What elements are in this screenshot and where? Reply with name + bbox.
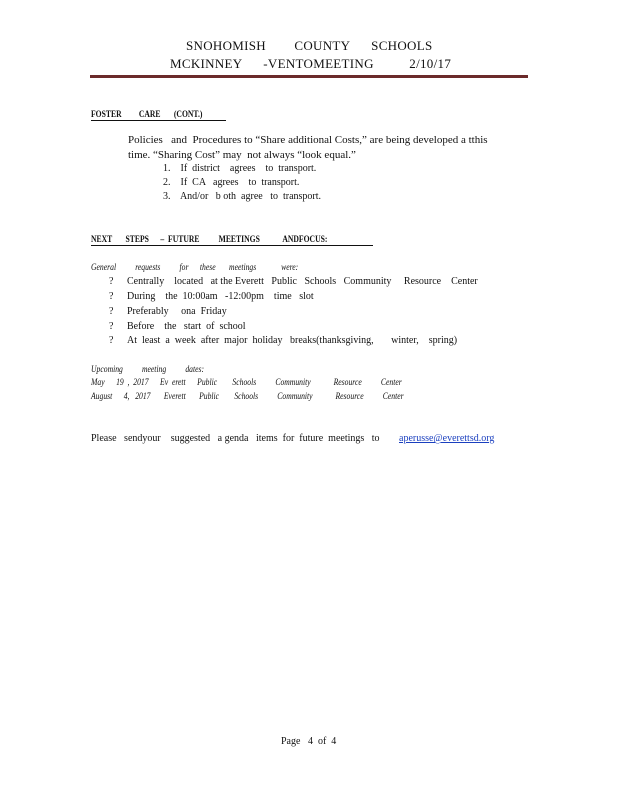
header-rule — [90, 75, 528, 78]
foster-care-heading-underline — [91, 120, 226, 121]
bullet-mark: ? — [109, 276, 114, 287]
meeting-date-1: May 19 , 2017 Ev erett Public Schools Community Resource Center — [91, 377, 402, 387]
page-number: Page 4 of 4 — [281, 736, 337, 747]
request-item-4: Before the start of school — [127, 321, 246, 332]
bullet-mark: ? — [109, 306, 114, 317]
request-item-2: During the 10:00am -12:00pm time slot — [127, 291, 314, 302]
next-steps-heading: NEXT STEPS – FUTURE MEETINGS ANDFOCUS: — [91, 234, 328, 244]
request-item-5: At least a week after major holiday breaks(thanksgiving, winter, spring) — [127, 335, 458, 346]
next-steps-heading-underline — [91, 245, 373, 246]
foster-care-paragraph-line-1: Policies and Procedures to “Share additional Costs,” are being developed a tthis — [128, 134, 488, 146]
email-link[interactable]: aperusse@everettsd.org — [399, 433, 495, 444]
general-requests-label: General requests for these meetings were: — [91, 262, 299, 272]
foster-care-item-1: 1. If district agrees to transport. — [163, 163, 317, 174]
bullet-mark: ? — [109, 291, 114, 302]
foster-care-item-2: 2. If CA agrees to transport. — [163, 177, 300, 188]
foster-care-heading: FOSTER CARE (CONT.) — [91, 109, 203, 119]
bullet-mark: ? — [109, 335, 114, 346]
closing-text: Please sendyour suggested a genda items for future meetings to — [91, 433, 380, 444]
header-line-2: MCKINNEY -VENTOMEETING 2/10/17 — [170, 56, 452, 71]
meeting-date-2: August 4, 2017 Everett Public Schools Community Resource Center — [91, 391, 404, 401]
upcoming-dates-label: Upcoming meeting dates: — [91, 364, 205, 374]
header-line-1: SNOHOMISH COUNTY SCHOOLS — [186, 38, 433, 53]
foster-care-item-3: 3. And/or b oth agree to transport. — [163, 191, 322, 202]
bullet-mark: ? — [109, 321, 114, 332]
request-item-1: Centrally located at the Everett Public Schools Community Resource Center — [127, 276, 478, 287]
foster-care-paragraph-line-2: time. “Sharing Cost” may not always “look equal.” — [128, 149, 356, 161]
request-item-3: Preferably ona Friday — [127, 306, 227, 317]
